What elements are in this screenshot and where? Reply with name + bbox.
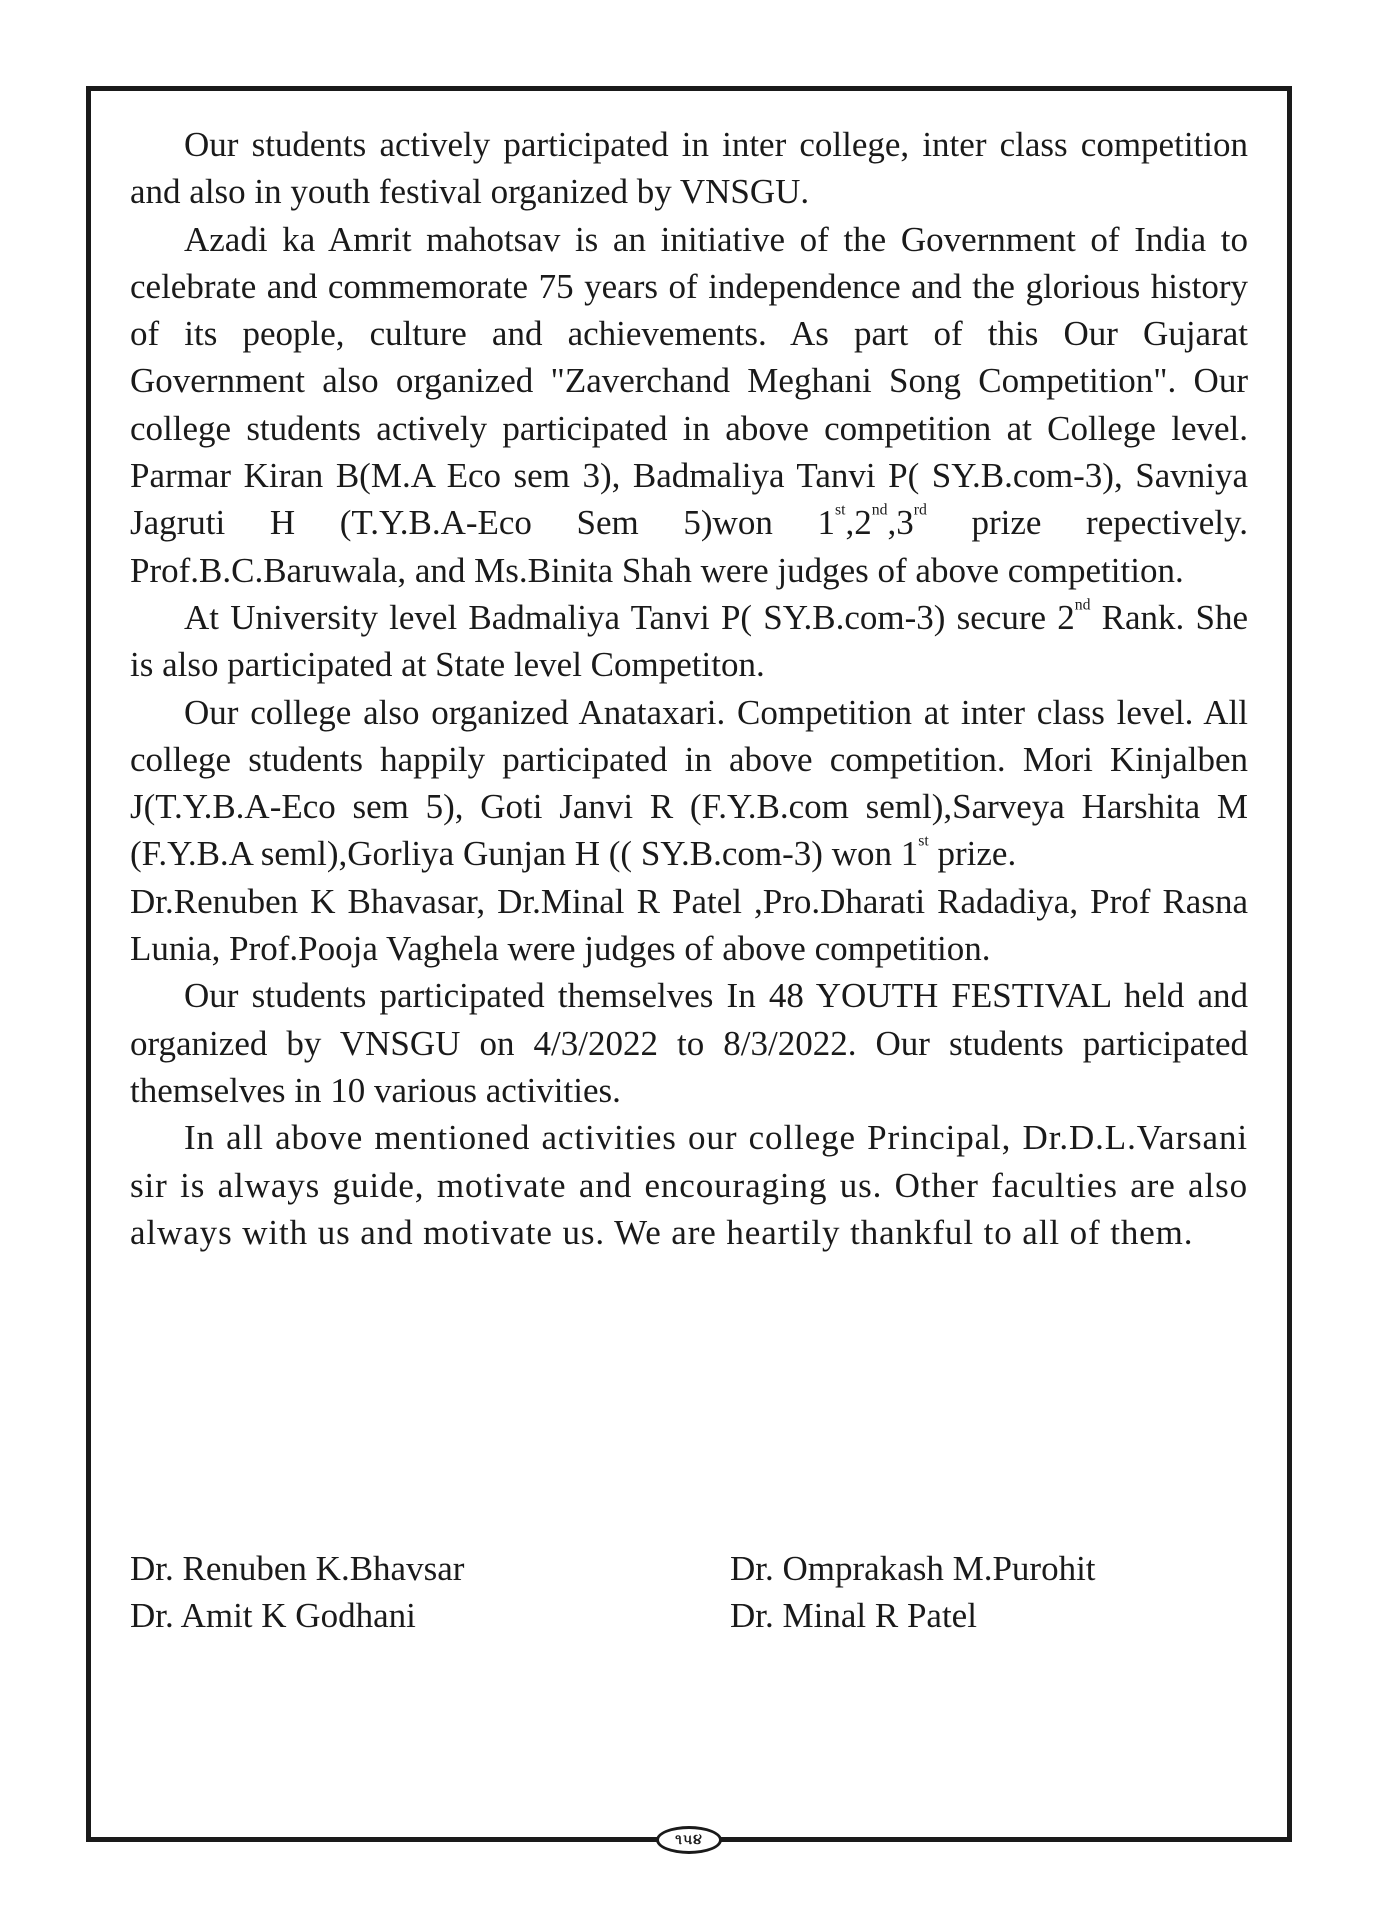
ordinal-suffix: nd [1074, 596, 1091, 614]
paragraph-azadi-ka-amrit-mahotsav: Azadi ka Amrit mahotsav is an initiative of the Government of India to celebrate and commemorate 75 years of independence and the glorious history of its people, culture and achievements. As part of this Our Gujarat Government also organized "Zaverchand Meghani Song Competition". Our college students actively participated in above competition at College level. Parmar Kiran B(M.A Eco sem 3), Badmaliya Tanvi P( SY.B.com-3), Savniya Jagruti H (T.Y.B.A-Eco Sem 5)won 1st,2nd,3rd prize repectively. Prof.B.C.Baruwala, and Ms.Binita Shah were judges of above competition. [130, 219, 1248, 590]
ordinal-suffix: nd [871, 501, 888, 519]
signature-name: Dr. Minal R Patel [730, 1596, 977, 1635]
page-number: ૧૫૪ [656, 1826, 722, 1854]
signatures-left [130, 1545, 464, 1639]
paragraph-youth-festival: Our students participated themselves In 48 YOUTH FESTIVAL held and organized by VNSGU on 4/3/2022 to 8/3/2022. Our students participated themselves in 10 various activities. [130, 976, 1248, 1110]
ordinal-suffix: rd [913, 501, 927, 519]
paragraph-participation: Our students actively participated in inter college, inter class competition and also in youth festival organized by VNSGU. [130, 125, 1248, 212]
signatures-right [730, 1545, 1096, 1639]
ordinal-suffix: st [918, 832, 929, 850]
paragraph-university-level: At University level Badmaliya Tanvi P( SY.B.com-3) secure 2nd Rank. She is also participated at State level Competiton. [130, 596, 1248, 685]
document-body [130, 121, 1248, 1256]
paragraph-antakshari: Our college also organized Anataxari. Competition at inter class level. All college students happily participated in above competition. Mori Kinjalben J(T.Y.B.A-Eco sem 5), Goti Janvi R (F.Y.B.com seml),Sarveya Harshita M (F.Y.B.A seml),Gorliya Gunjan H (( SY.B.com-3) won 1st prize. [130, 692, 1248, 874]
signature-name: Dr. Amit K Godhani [130, 1596, 416, 1635]
signature-name: Dr. Omprakash M.Purohit [730, 1549, 1096, 1588]
signature-name: Dr. Renuben K.Bhavsar [130, 1549, 465, 1588]
paragraph-judges: Dr.Renuben K Bhavasar, Dr.Minal R Patel ,Pro.Dharati Radadiya, Prof Rasna Lunia, Prof.Pooja Vaghela were judges of above competition. [130, 881, 1248, 969]
paragraph-acknowledgement: In all above mentioned activities our college Principal, Dr.D.L.Varsani sir is always guide, motivate and encouraging us. Other faculties are also always with us and motivate us. We are heartily thankful to all of them. [130, 1118, 1248, 1252]
ordinal-suffix: st [834, 501, 846, 519]
